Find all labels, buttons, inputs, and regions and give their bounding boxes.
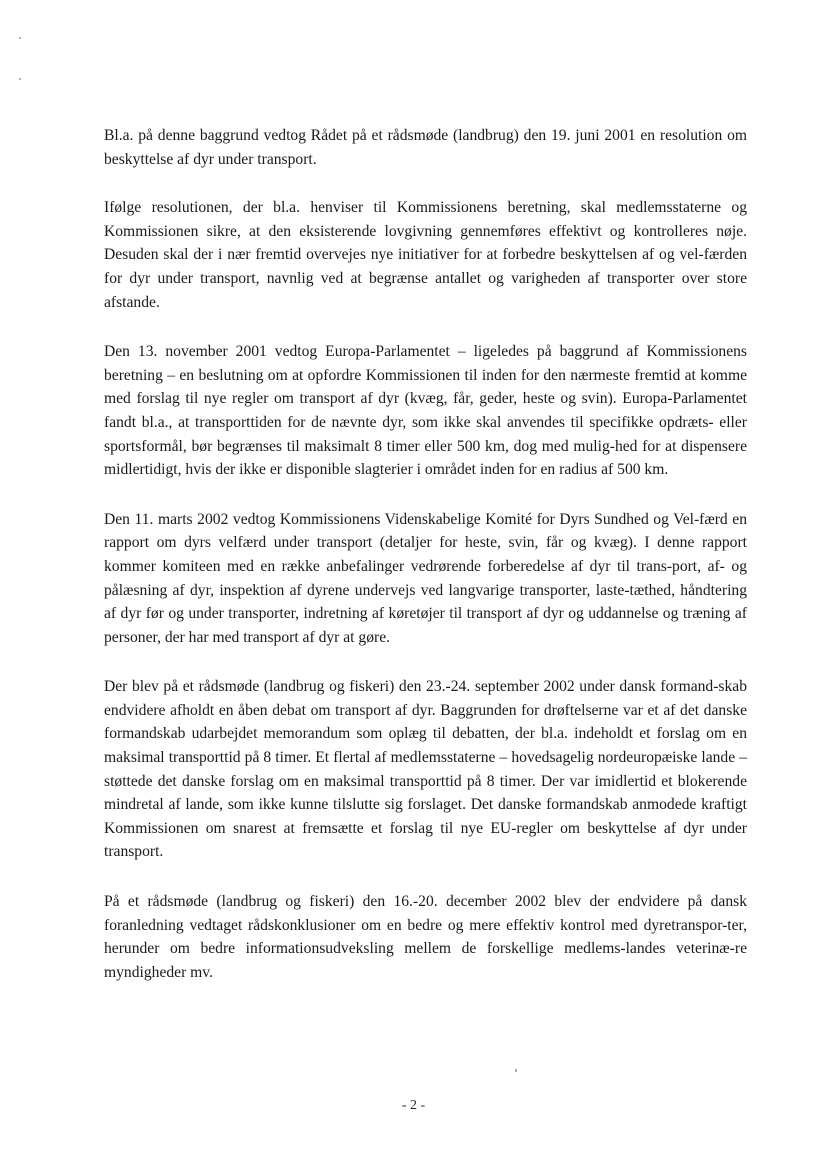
paragraph-parliament: Den 13. november 2001 vedtog Europa-Parlamentet – ligeledes på baggrund af Kommissionens beretning – en beslutning om at opfordre Kommissionen til inden for den nærmeste fremtid at komme med forslag til nye regler om transport af dyr (kvæg, får, geder, heste og svin). Europa-Parlamentet fandt bl.a., at transporttiden for de nævnte dyr, som ikke skal anvendes til specifikke opdræts- eller sportsformål, bør begrænses til maksimalt 8 timer eller 500 km, dog med mulig-hed for at dispensere midlertidigt, hvis der ikke er disponible slagterier i området inden for en radius af 500 km. bbox=[104, 343, 747, 479]
paragraph-council-conclusions: På et rådsmøde (landbrug og fiskeri) den 16.-20. december 2002 blev der endvidere på dansk foranledning vedtaget rådskonklusioner om en bedre og mere effektiv kontrol med dyretranspor-ter, herunder om bedre informationsudveksling mellem de forskellige medlems-landes veterinæ-re myndigheder mv. bbox=[104, 893, 747, 981]
paragraph-resolution-details: Ifølge resolutionen, der bl.a. henviser til Kommissionens beretning, skal medlemsstaterne og Kommissionen sikre, at den eksisterende lovgivning gennemføres effektivt og kontrolleres nøje. Desuden skal der i nær fremtid overvejes nye initiativer for at forbedre beskyttelsen af og vel-færden for dyr under transport, navnlig ved at begrænse antallet og varigheden af transporter over store afstande. bbox=[104, 199, 747, 311]
page-number: - 2 - bbox=[401, 1098, 426, 1113]
paragraph-scientific-committee: Den 11. marts 2002 vedtog Kommissionens Videnskabelige Komité for Dyrs Sundhed og Vel-færd en rapport om dyrs velfærd under transport (detaljer for heste, svin, får og kvæg). I denne rapport kommer komiteen med en række anbefalinger vedrørende forberedelse af dyr til trans-port, af- og pålæsning af dyr, inspektion af dyrene undervejs ved langvarige transporter, laste-tæthed, håndtering af dyr før og under transporter, indretning af køretøjer til transport af dyr og uddannelse og træning af personer, der har med transport af dyr at gøre. bbox=[104, 510, 747, 646]
paragraph-resolution: Bl.a. på denne baggrund vedtog Rådet på et rådsmøde (landbrug) den 19. juni 2001 en resolution om beskyttelse af dyr under transport. bbox=[104, 127, 747, 168]
paragraph-council-debate: Der blev på et rådsmøde (landbrug og fiskeri) den 23.-24. september 2002 under dansk formand-skab endvidere afholdt en åben debat om transport af dyr. Baggrunden for drøftelserne var et af det danske formandskab udarbejdet memorandum som oplæg til debatten, der bl.a. indeholdt et forslag om en maksimal transporttid på 8 timer. Et flertal af medlemsstaterne – hovedsagelig nordeuropæiske lande – støttede det danske forslag om en maksimal transporttid på 8 timer. Der var imidlertid et blokerende mindretal af lande, som ikke kunne tilslutte sig forslaget. Det danske formandskab anmodede kraftigt Kommissionen om snarest at fremsætte et forslag til nye EU-regler om beskyttelse af dyr under transport. bbox=[104, 678, 747, 861]
scan-speck bbox=[19, 78, 21, 80]
scan-speck bbox=[19, 37, 21, 39]
document-body bbox=[104, 124, 747, 1009]
scan-speck bbox=[515, 1069, 517, 1072]
